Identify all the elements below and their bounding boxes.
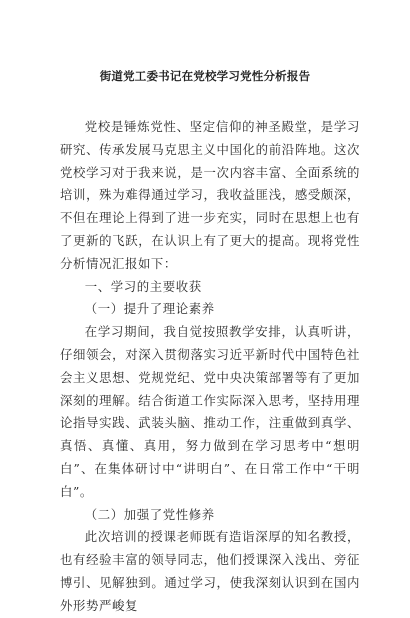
subsection-2-paragraph: 此次培训的授课老师既有造诣深厚的知名教授，也有经验丰富的领导同志，他们授课深入浅出、旁征博引、见解独到。通过学习，使我深刻认识到在国内外形势严峻复 xyxy=(60,529,360,613)
intro-paragraph: 党校是锤炼党性、坚定信仰的神圣殿堂，是学习研究、传承发展马克思主义中国化的前沿阵地。这次党校学习对于我来说，是一次内容丰富、全面系统的培训，殊为难得通过学习，我收益匪浅，感受颇深，不但在理论上得到了进一步充实，同时在思想上也有了更新的飞跃，在认识上有了更大的提高。现将党性分析情况汇报如下： xyxy=(60,119,360,271)
subsection-heading-2: （二）加强了党性修养 xyxy=(84,506,215,522)
subsection-1-paragraph: 在学习期间，我自觉按照教学安排，认真听讲，仔细领会，对深入贯彻落实习近平新时代中国特色社会主义思想、党规党纪、党中央决策部署等有了更加深刻的理解。结合街道工作实际深入思考，坚持用理论指导实践、武装头脑、推动工作，注重做到真学、真悟、真懂、真用，努力做到在学习思考中“想明白”、在集体研讨中“讲明白”、在日常工作中“干明白”。 xyxy=(60,324,360,499)
document-title: 街道党工委书记在党校学习党性分析报告 xyxy=(99,69,311,83)
document-body xyxy=(60,116,360,618)
subsection-heading-1: （一）提升了理论素养 xyxy=(84,301,215,317)
section-heading-1: 一、学习的主要收获 xyxy=(84,278,202,294)
